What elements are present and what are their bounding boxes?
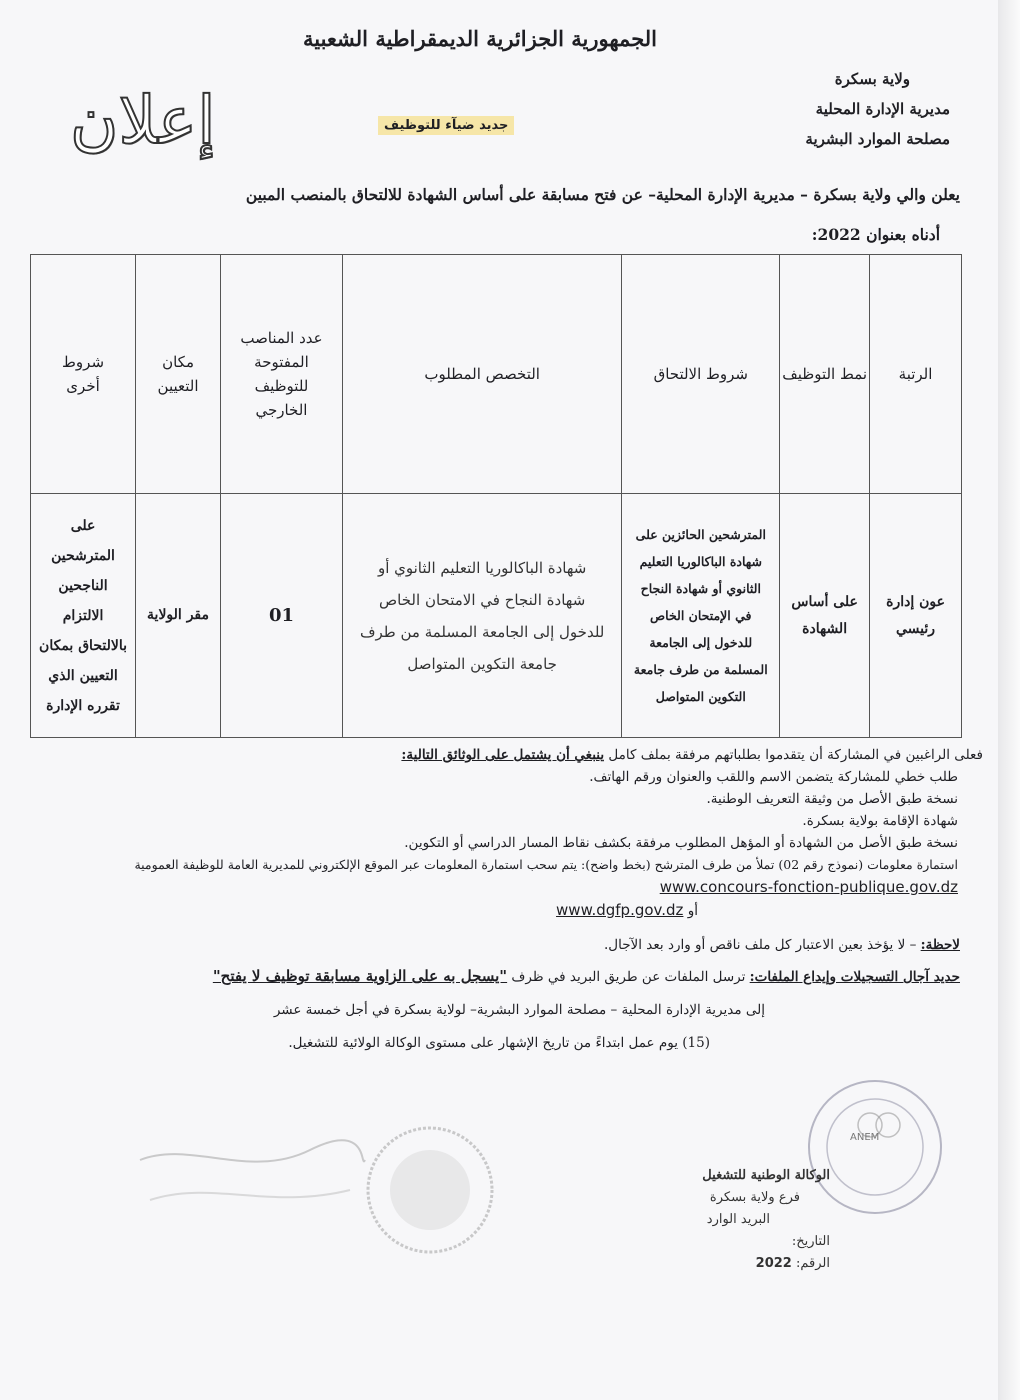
link-dgfp[interactable]: www.dgfp.gov.dz: [556, 901, 684, 919]
col-header: مكان التعيين: [136, 255, 221, 494]
directorate: مديرية الإدارة المحلية: [815, 100, 950, 118]
documents-section: [58, 744, 983, 922]
deadline-line: [50, 963, 960, 991]
stamp-year: 2022: [755, 1256, 792, 1271]
cell-location: مقر الولاية: [136, 494, 221, 738]
document-item: استمارة معلومات (نموذج رقم 02) تملأ من طرف المترشح (بخط واضح): يتم سحب استمارة المعلومات عبر الموقع الإلكتروني للمديرية العامة للوظيفة العمومية: [134, 857, 958, 872]
deadline-text: ترسل الملفات عن طريق البريد في ظرف: [511, 969, 746, 985]
service: مصلحة الموارد البشرية: [805, 130, 950, 148]
incoming-mail: البريد الوارد: [706, 1212, 770, 1227]
cell-recruitment-mode: على أساس الشهادة: [780, 494, 870, 738]
document-item: نسخة طبق الأصل من وثيقة التعريف الوطنية.: [706, 791, 958, 807]
document-item: طلب خطي للمشاركة يتضمن الاسم واللقب والعنوان ورقم الهاتف.: [589, 769, 958, 785]
document-item: نسخة طبق الأصل من الشهادة أو المؤهل المطلوب مرفقة بكشف نقاط المسار الدراسي أو التكوين.: [404, 835, 958, 851]
col-header: شروط أخرى: [31, 255, 136, 494]
page-edge: [998, 0, 1020, 1400]
agency-name: الوكالة الوطنية للتشغيل: [702, 1168, 830, 1183]
anem-label: ANEM: [850, 1132, 880, 1143]
col-header: التخصص المطلوب: [342, 255, 621, 494]
note-text: – لا يؤخذ بعين الاعتبار كل ملف ناقص أو وارد بعد الآجال.: [604, 937, 917, 953]
intro-line-2: أدناه بعنوان 2022:: [811, 225, 940, 244]
table-header-row: [31, 255, 962, 494]
col-header: عدد المناصب المفتوحة للتوظيف الخارجي: [221, 255, 343, 494]
or-text: أو: [687, 903, 698, 919]
deadline-line-2: إلى مديرية الإدارة المحلية – مصلحة الموارد البشرية– لولاية بسكرة في أجل خمسة عشر: [273, 1002, 765, 1018]
link-concours[interactable]: www.concours-fonction-publique.gov.dz: [659, 878, 958, 896]
deadline-label: حديد آجال التسجيلات وإيداع الملفات:: [749, 969, 960, 985]
document-item: شهادة الإقامة بولاية بسكرة.: [802, 813, 958, 829]
note-label: لاحظة:: [920, 937, 960, 953]
col-header: شروط الالتحاق: [622, 255, 780, 494]
cell-positions-count: 01: [221, 494, 343, 738]
date-label: التاريخ:: [791, 1234, 830, 1249]
links-line-2: [58, 899, 958, 922]
note-line: [50, 932, 960, 959]
col-header: نمط التوظيف: [780, 255, 870, 494]
agency-branch: فرع ولاية بسكرة: [709, 1190, 800, 1205]
documents-intro: [58, 744, 983, 766]
watermark-badge: جديد ضيآء للتوظيف: [378, 116, 514, 135]
announcement-title: إعلان: [70, 82, 216, 159]
intro-paragraph: [40, 175, 960, 255]
wilaya: ولاية بسكرة: [834, 70, 910, 88]
table-row: [31, 494, 962, 738]
links-line: [58, 876, 958, 899]
number-field: [620, 1253, 830, 1275]
cell-specialty: شهادة الباكالوريا التعليم الثانوي أو شهادة النجاح في الامتحان الخاص للدخول إلى الجامعة المسلمة من طرف جامعة التكوين المتواصل: [342, 494, 621, 738]
reception-stamp: [620, 1165, 830, 1275]
republic-heading: الجمهورية الجزائرية الديمقراطية الشعبية: [302, 26, 657, 51]
cell-conditions: المترشحين الحائزين على شهادة الباكالوريا التعليم الثانوي أو شهادة النجاح في الإمتحان الخاص للدخول إلى الجامعة المسلمة من طرف جامعة التكوين المتواصل: [622, 494, 780, 738]
intro-line-1: يعلن والي ولاية بسكرة – مديرية الإدارة المحلية– عن فتح مسابقة على أساس الشهادة للالتحاق بالمنصب المبين: [245, 185, 960, 204]
deadline-line-3: (15) يوم عمل ابتداءً من تاريخ الإشهار على مستوى الوكالة الولائية للتشغيل.: [288, 1035, 710, 1051]
official-seal-icon: [360, 1120, 500, 1260]
documents-intro-text: فعلى الراغبين في المشاركة أن يتقدموا بطلباتهم مرفقة بملف كامل: [608, 747, 983, 763]
signature-icon: [130, 1130, 370, 1240]
col-header: الرتبة: [870, 255, 962, 494]
cell-other-conditions: على المترشحين الناجحين الالتزام بالالتحاق بمكان التعيين الذي تقرره الإدارة: [31, 494, 136, 738]
documents-intro-emphasis: ينبغي أن يشتمل على الوثائق التالية:: [401, 747, 605, 763]
positions-table: [30, 254, 962, 738]
deadline-quote: "يسجل به على الزاوية مسابقة توظيف لا يفتح": [212, 967, 508, 985]
issuer-block: [805, 64, 950, 154]
date-field: [620, 1231, 830, 1253]
number-label: الرقم:: [796, 1256, 830, 1271]
notes-section: [50, 932, 960, 1057]
cell-rank: عون إدارة رئيسي: [870, 494, 962, 738]
